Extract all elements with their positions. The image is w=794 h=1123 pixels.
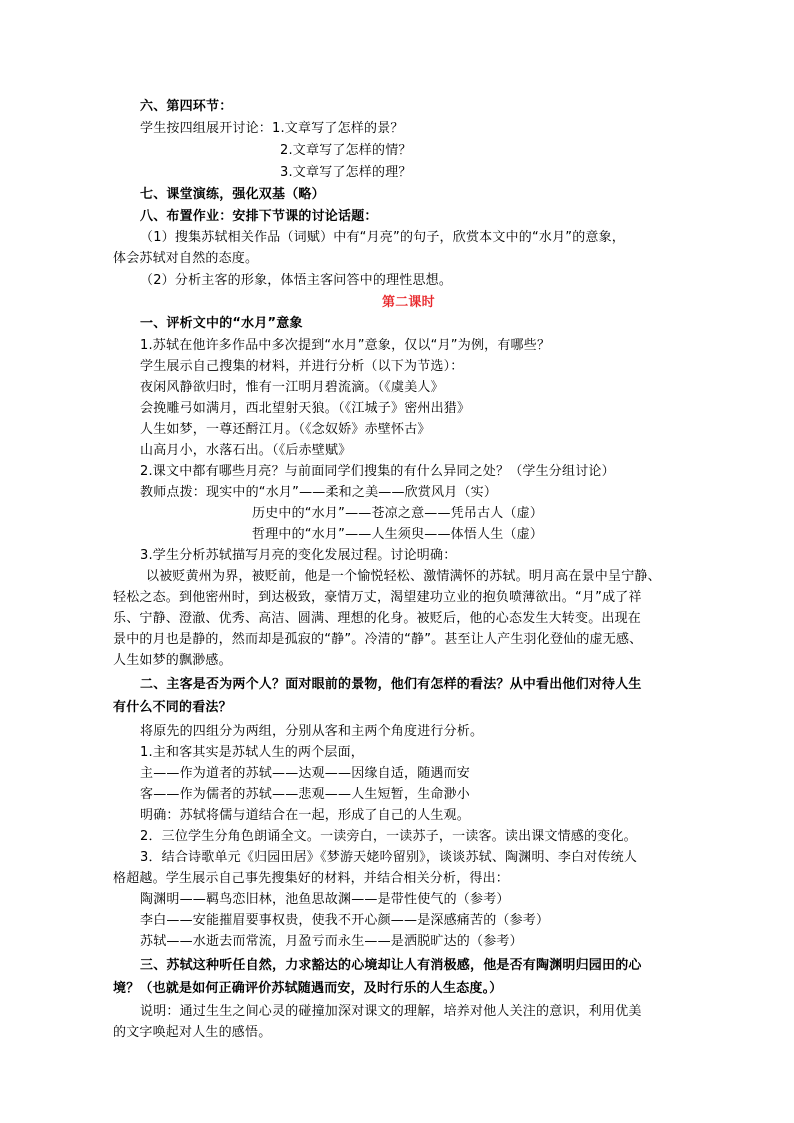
text-line: 苏轼——水逝去而常流，月盈亏而永生——是洒脱旷达的（参考）	[140, 934, 523, 949]
paragraph-line: 乐、宁静、澄澈、优秀、高洁、圆满、理想的化身。被贬后，他的心态发生大转变。出现在	[113, 611, 642, 626]
text-line: 学生展示自己搜集的材料，并进行分析（以下为节选）：	[140, 359, 464, 374]
section-seven-heading: 七、课堂演练，强化双基（略）	[140, 187, 325, 202]
paragraph-line: 景中的月也是静的，然而却是孤寂的“静”。冷清的“静”。甚至让人产生羽化登仙的虚无感、	[113, 632, 643, 647]
part-two-heading: 二、主客是否为两个人？面对眼前的景物，他们有怎样的看法？从中看出他们对待人生	[140, 677, 642, 692]
paragraph-line: 人生如梦的飘渺感。	[113, 653, 232, 668]
text-line: 3.学生分析苏轼描写月亮的变化发展过程。讨论明确：	[140, 548, 457, 563]
homework-item-2: （2）分析主客的形象，体悟主客问答中的理性思想。	[140, 273, 453, 288]
text-line: 客——作为儒者的苏轼——悲观——人生短暂，生命渺小	[140, 787, 471, 802]
poem-quote: 夜闲风静欲归时，惟有一江明月碧流滴。（《虞美人》	[140, 380, 444, 395]
section-eight-heading: 八、布置作业：安排下节课的讨论话题：	[140, 209, 378, 224]
text-line: 1.主和客其实是苏轼人生的两个层面，	[140, 745, 365, 760]
poem-quote: 会挽雕弓如满月，西北望射天狼。（《江城子》密州出猎》	[140, 401, 471, 416]
text-line: 教师点拨：现实中的“水月”——柔和之美——欣赏风月（实）	[140, 485, 498, 500]
text-line: 1.苏轼在他许多作品中多次提到“水月”意象，仅以“月”为例，有哪些？	[140, 338, 551, 353]
text-line: 2.课文中都有哪些月亮？与前面同学们搜集的有什么异同之处？（学生分组讨论）	[140, 464, 615, 479]
lesson-two-title: 第二课时	[382, 295, 435, 310]
homework-item-1-cont: 体会苏轼对自然的态度。	[113, 251, 259, 266]
text-line: 哲理中的“水月”——人生须臾——体悟人生（虚）	[252, 527, 544, 542]
part-three-heading: 三、苏轼这种听任自然，力求豁达的心境却让人有消极感，他是否有陶渊明归园田的心	[140, 958, 642, 973]
poem-quote: 人生如梦，一尊还酹江月。（《念奴娇》赤壁怀古》	[140, 422, 431, 437]
text-line: 陶渊明——羁鸟恋旧林，池鱼思故渊——是带性使气的（参考）	[140, 892, 510, 907]
discussion-question-3: 3.文章写了怎样的理？	[280, 165, 412, 180]
discussion-question-1: 学生按四组展开讨论：1.文章写了怎样的景？	[140, 121, 404, 136]
text-line: 明确：苏轼将儒与道结合在一起，形成了自己的人生观。	[140, 808, 471, 823]
paragraph-line: 轻松之态。到他密州时，到达极致，豪情万丈，渴望建功立业的抱负喷薄欲出。“月”成了祥	[113, 590, 642, 605]
text-line: 的文字唤起对人生的感悟。	[113, 1025, 272, 1040]
text-line: 历史中的“水月”——苍凉之意——凭吊古人（虚）	[252, 506, 544, 521]
homework-item-1: （1）搜集苏轼相关作品（词赋）中有“月亮”的句子，欣赏本文中的“水月”的意象，	[140, 230, 626, 245]
text-line: 将原先的四组分为两组，分别从客和主两个角度进行分析。	[140, 724, 484, 739]
poem-quote: 山高月小，水落石出。（《后赤壁赋》	[140, 443, 352, 458]
text-line: 2．三位学生分角色朗诵全文。一读旁白，一读苏子，一读客。读出课文情感的变化。	[140, 829, 637, 844]
discussion-question-2: 2.文章写了怎样的情？	[280, 143, 412, 158]
text-line: 3．结合诗歌单元《归园田居》《梦游天姥吟留别》，谈谈苏轼、陶渊明、李白对传统人	[140, 850, 638, 865]
text-line: 主——作为道者的苏轼——达观——因缘自适，随遇而安	[140, 766, 471, 781]
part-one-heading: 一、评析文中的“水月”意象	[140, 316, 303, 331]
section-six-heading: 六、第四环节：	[140, 99, 233, 114]
part-two-heading-cont: 有什么不同的看法？	[113, 700, 232, 715]
part-three-heading-cont: 境？（也就是如何正确评价苏轼随遇而安，及时行乐的人生态度。）	[113, 981, 503, 996]
paragraph-line: 以被贬黄州为界，被贬前，他是一个愉悦轻松、激情满怀的苏轼。明月高在景中呈宁静、	[146, 569, 661, 584]
text-line: 格超越。学生展示自己事先搜集好的材料，并结合相关分析，得出：	[113, 871, 510, 886]
text-line: 李白——安能摧眉要事权贵，使我不开心颜——是深感痛苦的（参考）	[140, 913, 550, 928]
text-line: 说明：通过生生之间心灵的碰撞加深对课文的理解，培养对他人关注的意识，利用优美	[140, 1004, 642, 1019]
